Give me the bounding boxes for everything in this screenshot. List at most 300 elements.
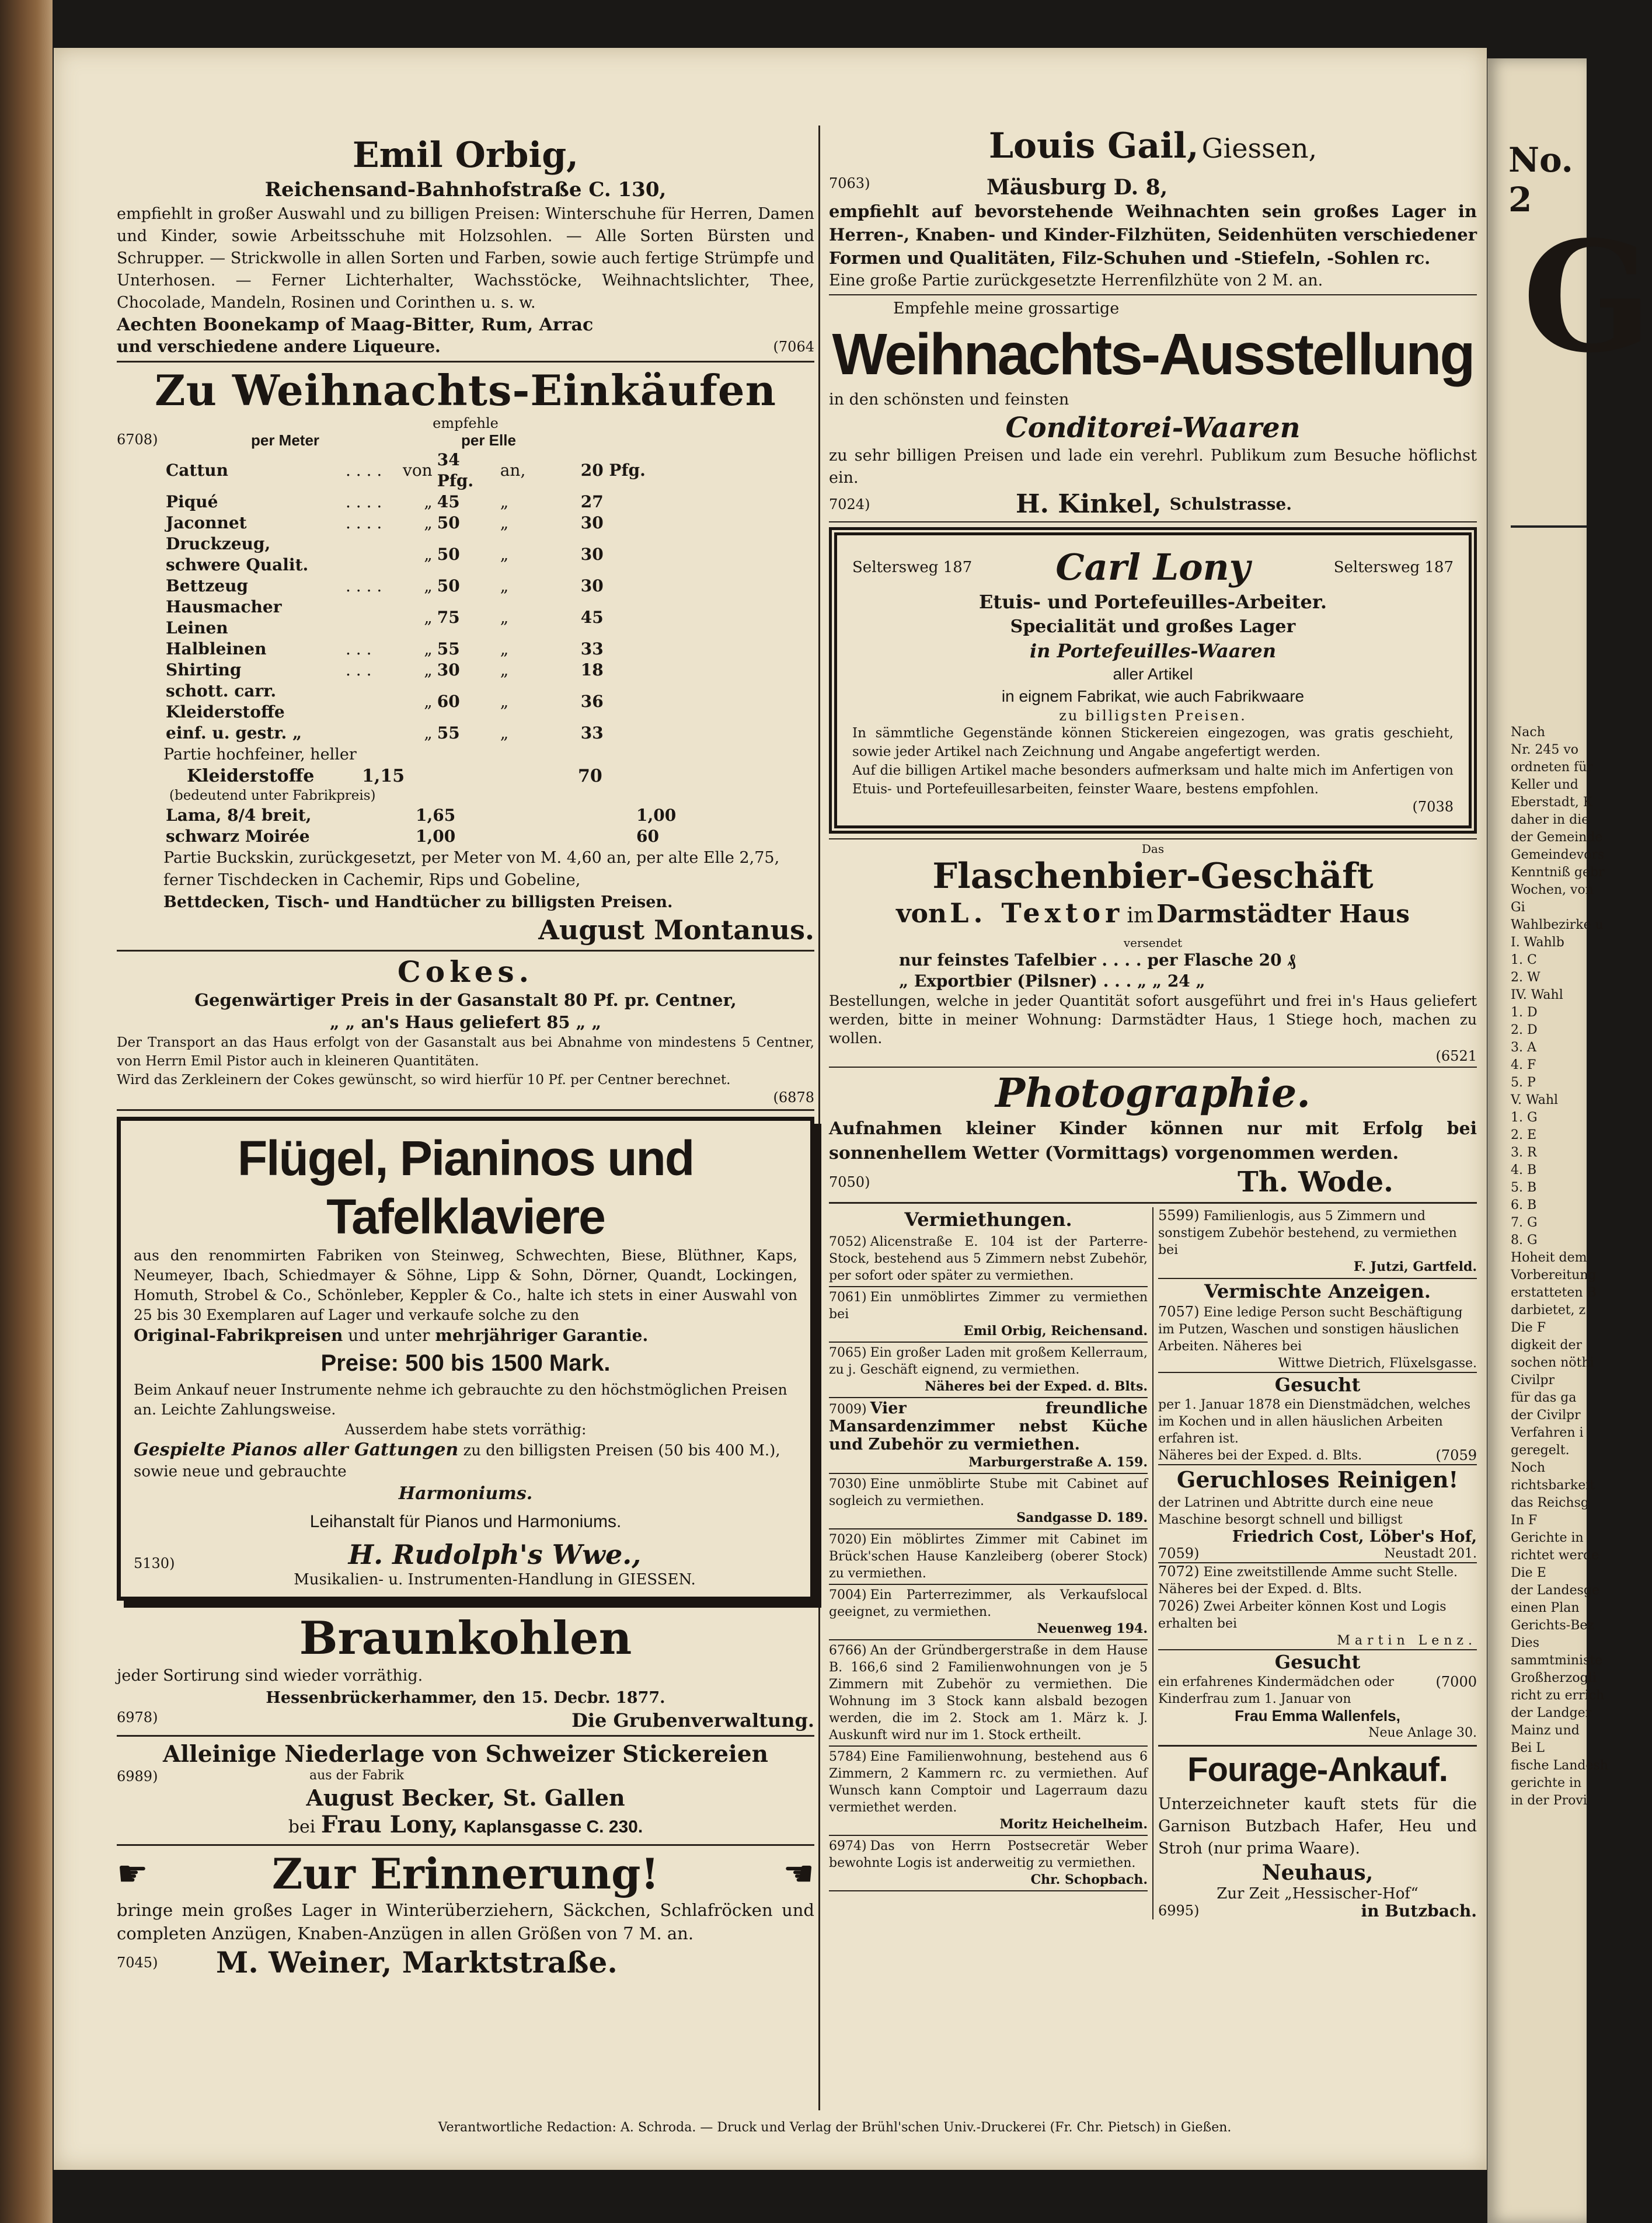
list-item	[829, 1232, 1148, 1287]
section-divider	[117, 950, 814, 952]
next-page-fragment: Verfahren i	[1511, 1426, 1584, 1440]
price-elle: 27	[580, 492, 604, 511]
next-page-fragment: In F	[1511, 1513, 1538, 1528]
next-page-fragment: Gerichte in	[1511, 1531, 1584, 1545]
ad-signature: M. Weiner, Marktstraße.	[216, 1945, 618, 1980]
price-note: Partie hochfeiner, heller	[163, 745, 357, 764]
section-divider	[829, 521, 1477, 522]
section-title: Gesucht	[1158, 1649, 1477, 1674]
item-text: der Latrinen und Abtritte durch eine neue Maschine besorgt schnell und billigst	[1158, 1496, 1434, 1527]
item-number: 6974)	[829, 1839, 867, 1853]
ad-number: 7045)	[117, 1954, 158, 1971]
ad-textor-flaschenbier	[829, 842, 1477, 1064]
ad-line: und verschiedene andere Liqueure.	[117, 337, 441, 356]
price-item: Piqué	[166, 492, 218, 511]
next-page-text-fragments	[1511, 724, 1608, 1810]
ad-signature: H. Rudolph's Wwe.,	[348, 1539, 642, 1570]
ad-firm: Frau Lony,	[320, 1811, 458, 1838]
next-page-fragment: einen Plan	[1511, 1601, 1580, 1615]
next-page-fragment: daher in die	[1511, 813, 1590, 827]
price-table-2	[163, 805, 678, 847]
book-spine	[0, 0, 53, 2223]
price-meter: 1,15	[362, 766, 405, 786]
price-meter: 50	[437, 513, 460, 532]
price-item: schott. carr. Kleiderstoffe	[166, 681, 285, 722]
price-an: „	[500, 692, 509, 711]
ad-number: 7050)	[829, 1174, 870, 1190]
item-number: 5784)	[829, 1750, 867, 1764]
ad-title: Braunkohlen	[299, 1612, 632, 1665]
next-page-fragment: 4. B	[1511, 1163, 1537, 1177]
ad-subtitle: empfehle	[433, 415, 499, 431]
item-number: 7030)	[829, 1477, 867, 1492]
next-page-fragment: Nach	[1511, 725, 1545, 740]
item-number: 5599)	[1158, 1207, 1200, 1224]
price-elle: 30	[580, 576, 604, 595]
next-page-fragment: 1. D	[1511, 1005, 1538, 1020]
advertiser-city: Giessen,	[1201, 133, 1318, 164]
ad-emphasis: Gespielte Pianos aller Gattungen	[134, 1440, 459, 1460]
price-dots	[343, 597, 400, 639]
section-title: Vermischte Anzeigen.	[1204, 1280, 1431, 1302]
ad-emil-orbig	[117, 134, 814, 357]
next-page-fragment: Dies	[1511, 1636, 1539, 1650]
next-page-fragment: Hoheit dem	[1511, 1250, 1587, 1265]
price-an: „	[500, 723, 509, 743]
section-divider	[117, 1109, 814, 1111]
ad-pre: Das	[1141, 842, 1165, 856]
next-page-fragment: 7. G	[1511, 1215, 1538, 1230]
next-page-fragment: der Landesge	[1511, 1583, 1600, 1598]
price-row	[163, 534, 653, 576]
item-text: Ein Parterrezimmer, als Verkaufslocal geeignet, zu vermiethen.	[829, 1588, 1148, 1619]
item-text: Das von Herrn Postsecretär Weber bewohnte Logis ist anderweitig zu vermiethen.	[829, 1839, 1148, 1870]
next-page-fragment: Die F	[1511, 1320, 1546, 1335]
price-von: „	[424, 723, 433, 743]
item-address: Neue Anlage 30.	[1368, 1726, 1477, 1740]
item-signature: F. Jutzi, Gartfeld.	[1353, 1259, 1477, 1274]
price-dots: . . .	[346, 660, 372, 680]
advertiser-address: Seltersweg 187	[1333, 558, 1454, 576]
price-elle: 30	[580, 513, 604, 532]
next-page-fragment: Nr. 245 vo	[1511, 743, 1578, 757]
next-page-fragment: für das ga	[1511, 1391, 1577, 1405]
next-page-fragment: sochen nöthi	[1511, 1356, 1594, 1370]
next-page-fragment: geregelt.	[1511, 1443, 1570, 1458]
item-signature: Chr. Schopbach.	[1030, 1872, 1148, 1887]
next-page-fragment: erstatteten B	[1511, 1285, 1597, 1300]
list-item	[829, 1474, 1148, 1529]
ad-m-weiner	[117, 1849, 814, 1980]
price-elle: 1,00	[636, 806, 677, 825]
ad-prices: Preise: 500 bis 1500 Mark.	[320, 1350, 611, 1376]
next-page-fragment: gerichte in	[1511, 1776, 1582, 1790]
price-an: „	[500, 639, 509, 658]
item-signature: Neuenweg 194.	[1037, 1621, 1148, 1636]
ad-body: Aufnahmen kleiner Kinder können nur mit Erfolg bei sonnenhellem Wetter (Vormittags) vorgenommen werden.	[829, 1119, 1477, 1163]
ad-line: in Butzbach.	[1361, 1901, 1477, 1921]
ad-number: (7064	[773, 339, 814, 355]
item-text: ein erfahrenes Kindermädchen oder Kinderfrau zum 1. Januar von	[1158, 1675, 1395, 1706]
price-item: Lama, 8/4 breit,	[166, 806, 312, 825]
price-elle: 20 Pfg.	[580, 461, 646, 480]
advertiser-name: Louis Gail,	[988, 126, 1199, 166]
price-meter: 45	[437, 492, 460, 511]
ad-line: ferner Tischdecken in Cachemir, Rips und Gobeline,	[163, 871, 581, 889]
price-an: „	[500, 513, 509, 532]
price-row	[163, 723, 653, 744]
next-page-fragment: Wahlbezirke u	[1511, 918, 1604, 932]
ad-title: Cokes.	[397, 954, 534, 989]
price-item: Cattun	[166, 461, 229, 480]
price-meter: 55	[437, 723, 460, 743]
ad-number: 6989)	[117, 1768, 158, 1785]
pointing-hand-left-icon: ☛	[117, 1853, 148, 1894]
next-page-fragment: Bei L	[1511, 1741, 1545, 1755]
list-item	[829, 1343, 1148, 1398]
rental-listings-column	[829, 1207, 1153, 1919]
next-page-fragment: 2. D	[1511, 1023, 1538, 1037]
list-item	[829, 1585, 1148, 1640]
price-von: „	[424, 513, 433, 532]
item-number: 7065)	[829, 1346, 867, 1360]
item-number: 7057)	[1158, 1304, 1200, 1320]
price-table	[163, 450, 653, 744]
price-item: Kleiderstoffe	[187, 766, 315, 786]
ad-louis-gail	[829, 126, 1477, 292]
ad-line: Hessenbrückerhammer, den 15. Decbr. 1877.	[266, 1689, 665, 1707]
column-header-elle: per Elle	[461, 431, 516, 449]
price-note: (bedeutend unter Fabrikpreis)	[169, 788, 376, 803]
next-page-fragment: Gi	[1511, 900, 1525, 915]
price-meter: 50	[437, 576, 460, 595]
price-meter: 1,00	[416, 827, 456, 846]
item-text: Ein unmöblirtes Zimmer zu vermiethen bei	[829, 1290, 1148, 1322]
item-number: 7020)	[829, 1532, 867, 1547]
item-signature: Frau Emma Wallenfels,	[1235, 1707, 1400, 1724]
ad-text: bei	[288, 1817, 316, 1837]
item-signature: Emil Orbig, Reichensand.	[963, 1323, 1148, 1339]
section-title: Vermiethungen.	[904, 1208, 1072, 1231]
item-signature: Moritz Heichelheim.	[999, 1817, 1148, 1832]
ad-body: Ausserdem habe stets vorräthig:	[344, 1421, 587, 1438]
price-row	[163, 805, 678, 826]
list-item	[1158, 1304, 1477, 1372]
ad-number: 7063)	[829, 175, 870, 191]
ad-signature: Th. Wode.	[1238, 1166, 1393, 1198]
section-title: Gesucht	[1158, 1372, 1477, 1396]
item-number: 7072)	[1158, 1563, 1200, 1580]
price-an: an,	[500, 461, 526, 480]
price-elle: 30	[580, 545, 604, 564]
ad-title: Photographie.	[995, 1070, 1311, 1117]
price-dots: . . . .	[346, 461, 382, 480]
next-page-initial-letter: G	[1522, 208, 1652, 386]
section-divider	[117, 361, 814, 363]
price-dots: . . . .	[346, 513, 382, 532]
item-signature: Sandgasse D. 189.	[1016, 1510, 1148, 1525]
item-text: Zwei Arbeiter können Kost und Logis erhalten bei	[1158, 1600, 1447, 1631]
ad-number: (7038	[1412, 799, 1454, 815]
next-page-fragment: IV. Wahl	[1511, 988, 1563, 1002]
ad-body: Wird das Zerkleinern der Cokes gewünscht, so wird hierfür 10 Pf. per Centner berechnet.	[117, 1072, 731, 1088]
ad-title: Flaschenbier-Geschäft	[932, 856, 1374, 897]
price-meter: 34 Pfg.	[437, 450, 474, 490]
ad-number: 5130)	[134, 1555, 175, 1572]
price-row	[163, 492, 653, 513]
ad-line: versendet	[1123, 936, 1183, 950]
next-page-number: No. 2	[1508, 140, 1573, 219]
advertiser-address: Seltersweg 187	[852, 558, 973, 576]
item-number: 6766)	[829, 1643, 867, 1658]
ad-line: Aechten Boonekamp of Maag-Bitter, Rum, Arrac	[117, 315, 594, 335]
price-dots	[343, 534, 400, 576]
next-page-fragment: sammtministe	[1511, 1653, 1603, 1668]
ad-signature: Neuhaus,	[1261, 1860, 1374, 1885]
price-an: „	[500, 576, 509, 595]
price-item: einf. u. gestr. „	[166, 723, 302, 743]
ad-title: Flügel, Pianinos und Tafelklaviere	[237, 1131, 694, 1244]
ad-subtitle: Etuis- und Portefeuilles-Arbeiter.	[979, 591, 1327, 613]
next-page-fragment: Keller und	[1511, 778, 1578, 792]
price-row	[163, 576, 653, 597]
price-dots: . . . .	[346, 576, 382, 595]
ad-subtitle: Conditorei-Waaren	[1005, 412, 1301, 444]
ad-line: Leihanstalt für Pianos und Harmoniums.	[309, 1512, 622, 1531]
ad-line: Empfehle meine grossartige	[893, 299, 1120, 318]
ad-emphasis: Original-Fabrikpreisen	[134, 1326, 343, 1345]
next-page-fragment: darbietet, z	[1511, 1303, 1586, 1318]
price-item: Shirting	[166, 660, 242, 680]
next-page-fragment: Die E	[1511, 1566, 1546, 1580]
list-item	[829, 1640, 1148, 1747]
list-item	[829, 1287, 1148, 1343]
next-page-fragment: Vorbereitung	[1511, 1268, 1597, 1283]
price-von: „	[424, 576, 433, 595]
ad-body: empfiehlt auf bevorstehende Weihnachten sein großes Lager in Herren-, Knaben- und Kinder-Filzhüten, Seidenhüten verschiedener Formen und Qualitäten, Filz-Schuhen und -Stiefeln, -Sohlen rc.	[829, 201, 1477, 268]
list-item	[829, 1529, 1148, 1585]
price-elle: 36	[580, 692, 604, 711]
ad-line: aller Artikel	[1113, 665, 1193, 683]
price-meter: 55	[437, 639, 460, 658]
price-meter: 1,65	[416, 806, 456, 825]
ad-body: aus den renommirten Fabriken von Steinweg, Schwechten, Biese, Blüthner, Kaps, Neumeyer, Ibach, Schiedmayer & Söhne, Lipp & Sohn, Dörner, Quandt, Lockingen, Homuth, Strobel & Co., Schönleber, Keppler & Co., halte ich stets in einer Auswahl von 25 bis 30 Exemplaren auf Lager und verkaufe solche zu den	[134, 1247, 797, 1323]
item-text: Eine Familienwohnung, bestehend aus 6 Zimmern, 2 Kammern rc. zu vermiethen. Auf Wunsch kann Comptoir und Lagerraum dazu vermiethet werden.	[829, 1750, 1148, 1815]
next-page-fragment: 2. W	[1511, 970, 1541, 985]
price-an: „	[500, 660, 509, 680]
list-item	[1158, 1562, 1477, 1598]
ad-line: in Portefeuilles-Waaren	[1030, 640, 1276, 662]
next-page-fragment: 8. G	[1511, 1233, 1538, 1248]
next-page-rule	[1511, 525, 1587, 528]
section-divider	[829, 1202, 1477, 1204]
column-header-meter: per Meter	[251, 431, 320, 449]
price-von: „	[424, 692, 433, 711]
item-text: Eine zweitstillende Amme sucht Stelle. Näheres bei der Exped. d. Blts.	[1158, 1565, 1458, 1597]
next-page-fragment: fische Landesh	[1511, 1758, 1608, 1773]
ad-body: Bestellungen, welche in jeder Quantität sofort ausgeführt und frei in's Haus geliefert werden, bitte in meiner Wohnung: Darmstädter Haus, 1 Stiege hoch, machen zu wollen.	[829, 992, 1477, 1047]
next-page-fragment: das Reichsg	[1511, 1496, 1589, 1510]
next-page-fragment: 4. F	[1511, 1058, 1536, 1072]
ad-body: Unterzeichneter kauft stets für die Garnison Butzbach Hafer, Heu und Stroh (nur prima Waare).	[1158, 1795, 1477, 1858]
item-signature: Näheres bei der Exped. d. Blts.	[1158, 1448, 1362, 1463]
next-page-fragment: der Civilpr	[1511, 1408, 1581, 1423]
price-elle: 33	[580, 639, 604, 658]
ad-carl-lony	[829, 527, 1477, 834]
advertiser-name: L. Textor	[950, 897, 1124, 929]
ad-body: Auf die billigen Artikel mache besonders aufmerksam und halte mich im Anfertigen von Etuis- und Portefeuillesarbeiten, feinster Waare, bestens empfohlen.	[852, 763, 1454, 797]
next-page-fragment: digkeit der	[1511, 1338, 1583, 1353]
ad-line: „ „ an's Haus geliefert 85 „ „	[329, 1012, 602, 1032]
ad-line: zu billigsten Preisen.	[1059, 708, 1247, 724]
ad-emphasis: Harmoniums.	[398, 1483, 533, 1504]
item-signature: Wittwe Dietrich, Flüxelsgasse.	[1278, 1356, 1477, 1371]
item-number: (7000	[1435, 1674, 1477, 1690]
ad-line: Specialität und großes Lager	[1010, 616, 1296, 637]
list-item	[829, 1747, 1148, 1836]
item-number: 7061)	[829, 1290, 867, 1305]
price-von: „	[424, 660, 433, 680]
price-elle: 18	[580, 660, 604, 680]
price-row	[163, 450, 653, 492]
price-an: „	[500, 545, 509, 564]
ad-line: Zur Zeit „Hessischer-Hof“	[1217, 1885, 1419, 1903]
price-von: „	[424, 492, 433, 511]
price-an: „	[500, 608, 509, 627]
price-dots: . . . .	[346, 492, 382, 511]
advertiser-name: Emil Orbig,	[352, 135, 579, 176]
ad-line: Gegenwärtiger Preis in der Gasanstalt 80 Pf. pr. Centner,	[194, 990, 737, 1010]
ad-title: Zur Erinnerung!	[271, 1849, 660, 1898]
item-number: 7009)	[829, 1402, 867, 1417]
price-row	[163, 826, 678, 847]
next-page-fragment: in der Provi	[1511, 1793, 1587, 1808]
next-page-fragment: Gemeindevors	[1511, 848, 1605, 862]
next-page-fragment: Gerichts-Bez	[1511, 1618, 1594, 1633]
price-row	[163, 513, 653, 534]
item-number: 7052)	[829, 1235, 867, 1249]
price-item: Hausmacher Leinen	[166, 597, 282, 637]
price-an: „	[500, 492, 509, 511]
price-elle: 33	[580, 723, 604, 743]
next-page-fragment: richtsbarkeit	[1511, 1478, 1595, 1493]
price-meter: 50	[437, 545, 460, 564]
column-divider	[818, 126, 820, 2110]
advertiser-address: Mäusburg D. 8,	[987, 175, 1168, 200]
ad-body: Beim Ankauf neuer Instrumente nehme ich gebrauchte zu den höchstmöglichen Preisen an. Leichte Zahlungsweise.	[134, 1381, 787, 1418]
left-column	[117, 134, 814, 1980]
section-divider	[829, 294, 1477, 295]
section-divider	[117, 1735, 814, 1737]
price-row	[163, 660, 653, 681]
next-page-fragment: 1. G	[1511, 1110, 1538, 1125]
rental-listings	[829, 1232, 1148, 1891]
item-signature: Näheres bei der Exped. d. Blts.	[925, 1379, 1148, 1394]
next-page-fragment: I. Wahlb	[1511, 935, 1564, 950]
misc-ads-column	[1153, 1207, 1477, 1919]
next-page-fragment: 5. P	[1511, 1075, 1536, 1090]
item-text: per 1. Januar 1878 ein Dienstmädchen, welches im Kochen und in allen häuslichen Arbeiten erfahren ist.	[1158, 1398, 1471, 1446]
next-page-fragment: Kenntniß gebr	[1511, 865, 1605, 880]
price-elle: 45	[580, 608, 604, 627]
next-page-fragment: 2. E	[1511, 1128, 1537, 1142]
ad-title: Zu Weihnachts-Einkäufen	[155, 365, 776, 415]
item-number: 7026)	[1158, 1598, 1200, 1614]
price-elle: 70	[578, 766, 602, 786]
next-page-fragment: Noch	[1511, 1461, 1545, 1475]
section-divider	[829, 1067, 1477, 1068]
ad-address: Kaplansgasse C. 230.	[463, 1817, 643, 1837]
next-page-fragment: Civilpr	[1511, 1373, 1555, 1388]
ad-text: Darmstädter Haus	[1156, 900, 1410, 928]
price-meter: 30	[437, 660, 460, 680]
ad-emphasis: mehrjähriger Garantie.	[435, 1326, 649, 1345]
next-page-fragment: V. Wahl	[1511, 1093, 1559, 1107]
next-page-fragment: richtet werde	[1511, 1548, 1599, 1563]
item-text: Ein möblirtes Zimmer mit Cabinet im Brück'schen Hause Kanzleiberg (oberer Stock) zu vermiethen.	[829, 1532, 1148, 1581]
ad-firm: August Becker, St. Gallen	[306, 1785, 625, 1811]
price-row	[163, 597, 653, 639]
ad-text: im	[1127, 904, 1154, 928]
ad-text: von	[896, 899, 947, 929]
next-page-fragment: Großherzogli	[1511, 1671, 1597, 1685]
ad-body: empfiehlt in großer Auswahl und zu billigen Preisen: Winterschuhe für Herren, Damen und Kinder, sowie Arbeitsschuhe mit Holzsohlen. — Alle Sorten Bürsten und Schrupper. — Strickwolle in allen Sorten und Farben, sowie auch fertige Strümpfe und Unterhosen. — Ferner Lichterhalter, Wachsstöcke, Weihnachtslichter, Thee, Chocolade, Mandeln, Rosinen und Corinthen u. s. w.	[117, 205, 814, 312]
ad-signature: H. Kinkel,	[1016, 489, 1162, 519]
next-page-fragment: Mainz und	[1511, 1723, 1580, 1738]
item-signature: Marburgerstraße A. 159.	[968, 1455, 1148, 1470]
ad-line: in eignem Fabrikat, wie auch Fabrikwaare	[1001, 687, 1305, 705]
price-meter: 60	[437, 692, 460, 711]
advertiser-name: Carl Lony	[1055, 546, 1250, 588]
ad-number: 6995)	[1158, 1903, 1200, 1919]
price-item: Jaconnet	[166, 513, 247, 532]
list-item	[1158, 1207, 1477, 1279]
price-dots	[343, 681, 400, 723]
item-number: 7059)	[1158, 1545, 1200, 1562]
ad-braunkohlen	[117, 1612, 814, 1731]
item-text: Eine ledige Person sucht Beschäftigung im Putzen, Waschen und sonstigen häuslichen Arbeiten. Näheres bei	[1158, 1305, 1463, 1354]
next-page-fragment: 3. A	[1511, 1040, 1536, 1055]
ad-number: (6521	[1435, 1048, 1477, 1064]
item-address: Neustadt 201.	[1384, 1546, 1477, 1561]
ad-august-montanus	[117, 366, 814, 946]
ad-body: zu sehr billigen Preisen und lade ein verehrl. Publikum zum Besuche höflichst ein.	[829, 447, 1477, 487]
next-page-fragment: Wochen, von	[1511, 883, 1594, 897]
section-title: Geruchloses Reinigen!	[1158, 1464, 1477, 1494]
next-page-fragment: 1. C	[1511, 953, 1537, 967]
ad-number: 6978)	[117, 1709, 158, 1726]
next-page-fragment: 5. B	[1511, 1180, 1537, 1195]
price-dots: . . .	[346, 639, 372, 658]
ad-text: aus der Fabrik	[309, 1768, 405, 1783]
next-page-fragment: richt zu errich	[1511, 1688, 1605, 1703]
list-item	[1158, 1598, 1477, 1649]
price-item: Druckzeug, schwere Qualit.	[166, 534, 309, 574]
ad-title: Fourage-Ankauf.	[1187, 1751, 1448, 1789]
ad-text: zu den billigsten Preisen (50 bis 400 M.), sowie neue und gebrauchte	[134, 1442, 780, 1480]
item-number: 7004)	[829, 1588, 867, 1602]
ad-cokes	[117, 955, 814, 1106]
item-text: Ein großer Laden mit großem Kellerraum, zu j. Geschäft eignend, zu vermiethen.	[829, 1346, 1148, 1377]
ad-line: in den schönsten und feinsten	[829, 391, 1069, 409]
price-von: „	[424, 608, 433, 627]
next-page-fragment: 3. R	[1511, 1145, 1537, 1160]
price-meter: 75	[437, 608, 460, 627]
ad-title: Alleinige Niederlage von Schweizer Stickereien	[162, 1741, 769, 1768]
price-item: schwarz Moirée	[166, 827, 310, 846]
price-elle: 60	[636, 827, 659, 846]
ad-address: Schulstrasse.	[1169, 494, 1292, 514]
